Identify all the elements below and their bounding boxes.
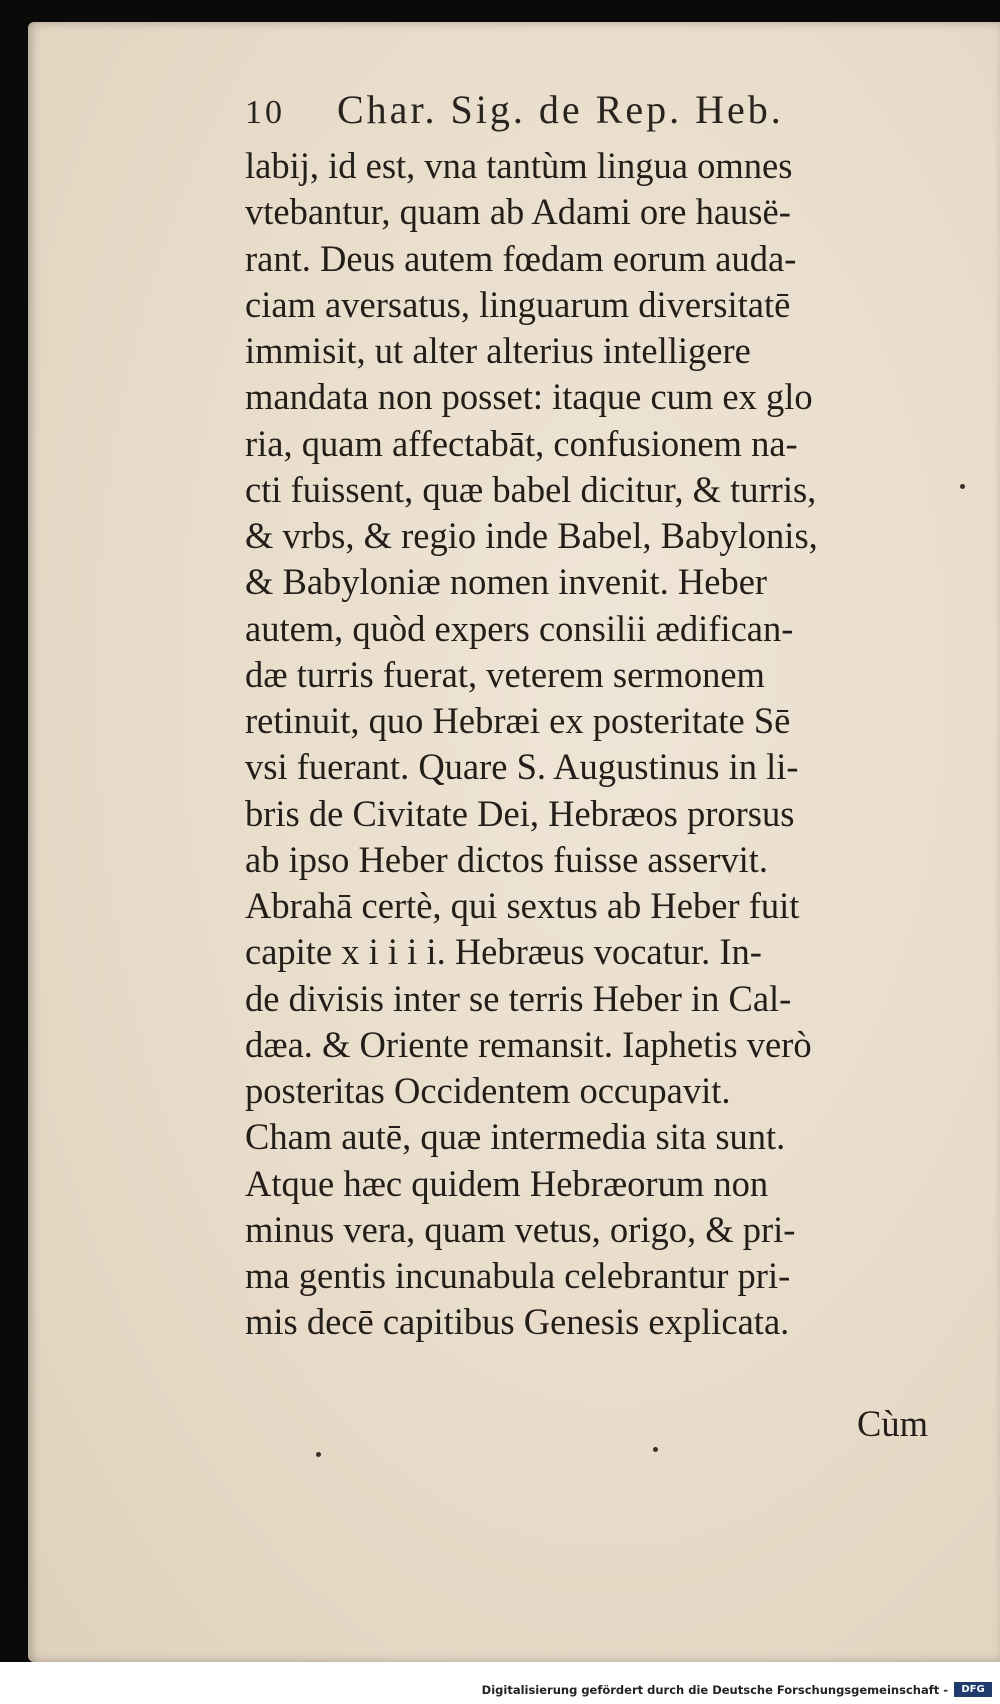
text-line: vsi fuerant. Quare S. Augustinus in li-: [245, 746, 799, 788]
text-line: de divisis inter se terris Heber in Cal-: [245, 977, 792, 1019]
ink-speck: [316, 1452, 321, 1457]
page-number: 10: [245, 94, 285, 131]
text-line: mis decē capitibus Genesis explicata.: [245, 1301, 790, 1343]
text-line: ria, quam affectabāt, confusionem na-: [245, 422, 798, 464]
text-line: Cham autē, quæ intermedia sita sunt.: [245, 1116, 786, 1158]
text-line: Atque hæc quidem Hebræorum non: [245, 1162, 769, 1204]
text-line: & vrbs, & regio inde Babel, Babylonis,: [245, 515, 818, 556]
funding-credit: Digitalisierung gefördert durch die Deutsche Forschungsgemeinschaft -: [481, 1683, 948, 1697]
text-line: mandata non posset: itaque cum ex glo: [245, 376, 813, 418]
catchword: Cùm: [857, 1403, 928, 1444]
text-line: cti fuissent, quæ babel dicitur, & turris,: [245, 468, 817, 510]
running-header: [245, 86, 945, 140]
text-line: immisit, ut alter alterius intelligere: [245, 330, 751, 371]
text-line: ab ipso Heber dictos fuisse asservit.: [245, 838, 769, 880]
text-line: retinuit, quo Hebræi ex posteritate Sē: [245, 700, 791, 741]
text-line: capite x i i i i. Hebræus vocatur. In-: [245, 931, 762, 973]
text-line: Abrahā certè, qui sextus ab Heber fuit: [245, 885, 800, 926]
text-line: minus vera, quam vetus, origo, & pri-: [245, 1208, 796, 1250]
text-block: [245, 143, 945, 1346]
text-line: labij, id est, vna tantùm lingua omnes: [245, 145, 793, 186]
text-line: bris de Civitate Dei, Hebræos prorsus: [245, 792, 795, 834]
ink-speck: [653, 1447, 658, 1452]
text-line: vtebantur, quam ab Adami ore hausë-: [245, 191, 791, 233]
dfg-logo: DFG: [954, 1682, 992, 1697]
text-line: & Babyloniæ nomen invenit. Heber: [245, 561, 768, 603]
digitization-footer: [0, 1662, 1000, 1704]
text-line: dæa. & Oriente remansit. Iaphetis verò: [245, 1023, 812, 1065]
ink-speck: [960, 484, 965, 489]
text-line: dæ turris fuerat, veterem sermonem: [245, 653, 765, 695]
text-line: posteritas Occidentem occupavit.: [245, 1070, 731, 1111]
text-line: ciam aversatus, linguarum diversitatē: [245, 283, 791, 325]
text-line: rant. Deus autem fœdam eorum auda-: [245, 237, 797, 279]
running-title: Char. Sig. de Rep. Heb.: [337, 87, 784, 132]
text-line: autem, quòd expers consilii ædifican-: [245, 607, 794, 649]
text-line: ma gentis incunabula celebrantur pri-: [245, 1255, 791, 1296]
